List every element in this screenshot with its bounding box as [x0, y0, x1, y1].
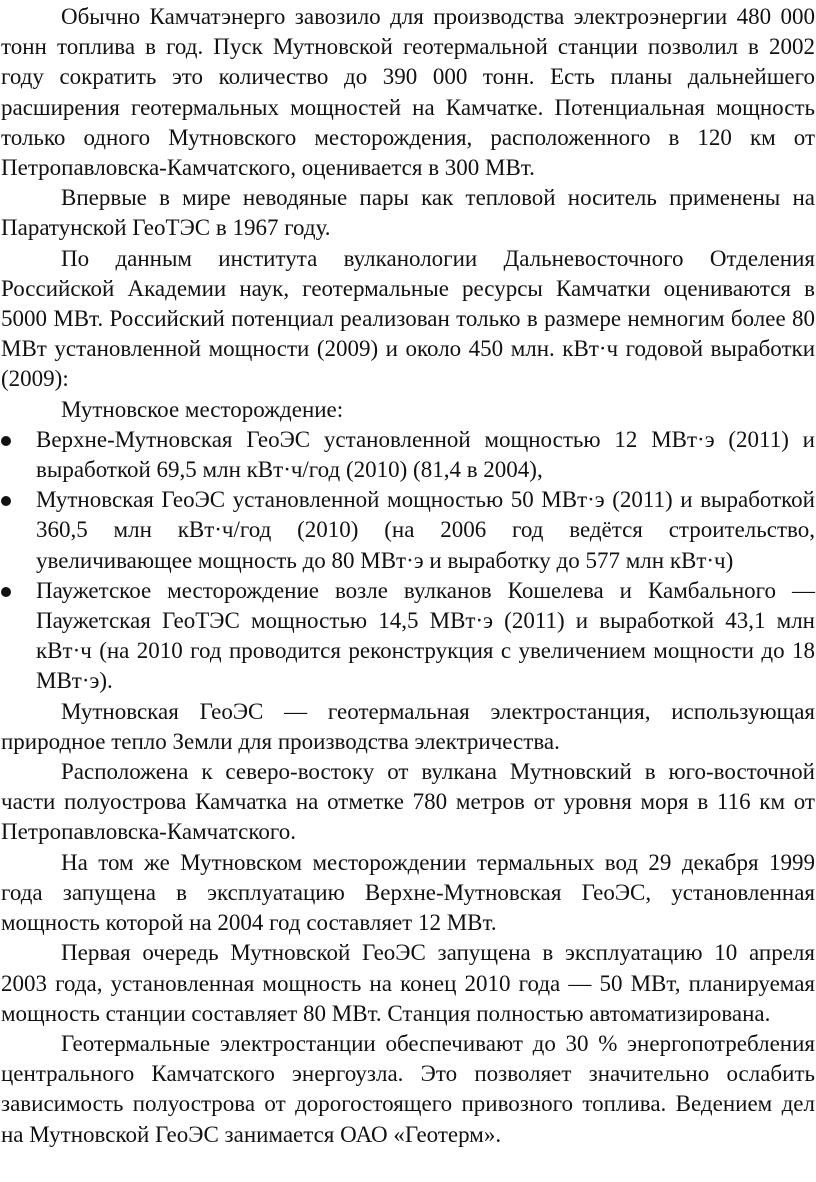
paragraph: Мутновская ГеоЭС — геотермальная электростанция, использующая природное тепло Земли для производства электричества.	[1, 698, 815, 754]
list-item	[1, 576, 815, 697]
paragraph: Геотермальные электростанции обеспечивают до 30 % энергопотребления центрального Камчатского энергоузла. Это позволяет значительно ослабить зависимость полуострова от дорогостоящего привозного топлива. Ведением дел на Мутновской ГеоЭС занимается ОАО «Геотерм».	[1, 1030, 815, 1147]
paragraph: Впервые в мире неводяные пары как тепловой носитель применены на Паратунской ГеоТЭС в 1967 году.	[1, 185, 815, 241]
paragraph: Расположена к северо-востоку от вулкана Мутновский в юго-восточной части полуострова Камчатка на отметке 780 метров от уровня моря в 116 км от Петропавловска-Камчатского.	[1, 759, 815, 845]
paragraph: Обычно Камчатэнерго завозило для производства электроэнергии 480 000 тонн топлива в год. Пуск Мутновской геотермальной станции позволил в 2002 году сократить это количество до 390 000 тонн. Есть планы дальнейшего расширения геотермальных мощностей на Камчатке. Потенциальная мощность только одного Мутновского месторождения, расположенного в 120 км от Петропавловска-Камчатского, оценивается в 300 МВт.	[1, 4, 815, 181]
bullet-icon	[1, 587, 11, 597]
list-intro: Мутновское месторождение:	[61, 396, 344, 422]
bullet-icon	[1, 496, 11, 506]
bullet-list	[1, 425, 815, 697]
list-item-text: Паужетское месторождение возле вулканов Кошелева и Камбального — Паужетская ГеоТЭС мощностью 14,5 МВт·э (2011) и выработкой 43,1 млн кВт·ч (на 2010 год проводится реконструкция с увеличением мощности до 18 МВт·э).	[36, 577, 815, 694]
bullet-icon	[1, 436, 11, 446]
list-item	[1, 485, 815, 576]
list-item-text: Мутновская ГеоЭС установленной мощностью 50 МВт·э (2011) и выработкой 360,5 млн кВт·ч/год (2010) (на 2006 год ведётся строительство, увеличивающее мощность до 80 МВт·э и выработку до 577 млн кВт·ч)	[36, 487, 815, 573]
list-item	[1, 425, 815, 485]
list-item-text: Верхне-Мутновская ГеоЭС установленной мощностью 12 МВт·э (2011) и выработкой 69,5 млн кВт·ч/год (2010) (81,4 в 2004),	[36, 426, 815, 483]
paragraph: На том же Мутновском месторождении термальных вод 29 декабря 1999 года запущена в эксплуатацию Верхне-Мутновская ГеоЭС, установленная мощность которой на 2004 год составляет 12 МВт.	[1, 849, 815, 936]
paragraph: По данным института вулканологии Дальневосточного Отделения Российской Академии наук, геотермальные ресурсы Камчатки оцениваются в 5000 МВт. Российский потенциал реализован только в размере немногим более 80 МВт установленной мощности (2009) и около 450 млн. кВт·ч годовой выработки (2009):	[1, 245, 815, 392]
paragraph: Первая очередь Мутновской ГеоЭС запущена в эксплуатацию 10 апреля 2003 года, установленная мощность на конец 2010 года — 50 МВт, планируемая мощность станции составляет 80 МВт. Станция полностью автоматизирована.	[1, 940, 815, 1026]
